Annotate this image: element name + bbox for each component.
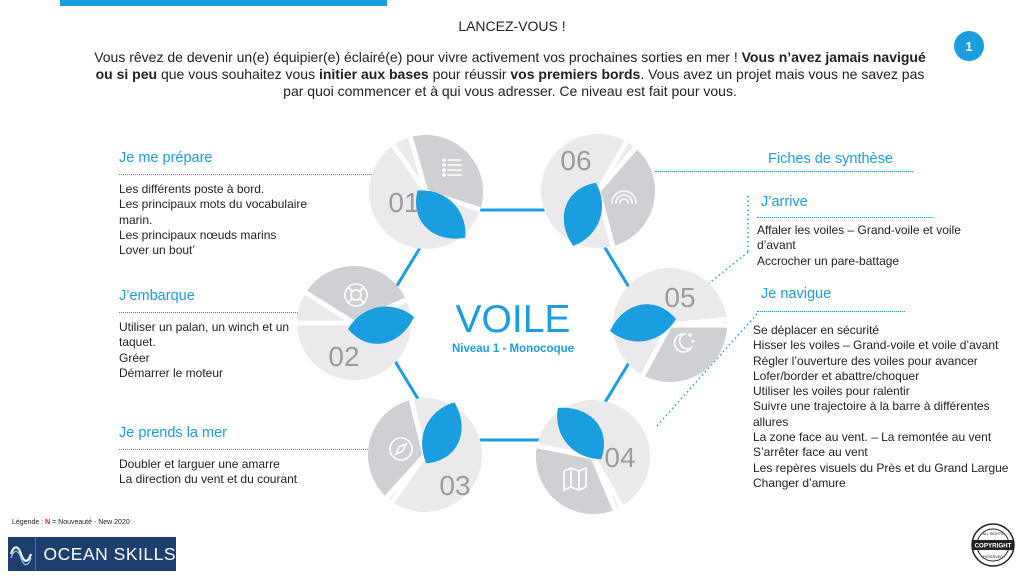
section-item: Les repères visuels du Près et du Grand Largue: [753, 460, 1009, 475]
section-item: Doubler et larguer une amarre: [119, 457, 280, 471]
svg-text:COPYRIGHT: COPYRIGHT: [974, 542, 1012, 550]
intro-text: . Vous avez un projet mais vous ne savez pas par quoi commencer et à qui vous adresser. Ce niveau est fait pour vous.: [283, 66, 925, 99]
section-item: Se déplacer en sécurité: [753, 323, 880, 337]
copyright-seal: [970, 522, 1016, 568]
section-item: Utiliser un palan, un winch et un taquet.: [119, 320, 290, 350]
legend-text: = Nouveauté - New 2020: [50, 519, 130, 526]
node-number: 01: [388, 187, 420, 218]
section-item: S’arrêter face au vent: [753, 445, 868, 460]
page-number-badge: 1: [954, 31, 984, 61]
center-title: VOILE: [455, 298, 571, 341]
page-title: LANCEZ-VOUS !: [458, 18, 566, 34]
section-item: Lover un bout’: [119, 243, 196, 258]
section-item: Gréer: [119, 350, 150, 365]
section-item: Accrocher un pare-battage: [757, 253, 900, 268]
intro-emphasis: initier aux bases: [318, 66, 429, 82]
svg-text:ALL RIGHTS: ALL RIGHTS: [982, 532, 1004, 536]
section-item: Les principaux nœuds marins: [119, 227, 277, 242]
section-title-fiches: Fiches de synthèse: [768, 151, 893, 167]
cycle-node-06: [541, 134, 655, 251]
intro-text: que vous souhaitez vous: [157, 66, 319, 82]
section-item: Démarrer le moteur: [119, 365, 224, 380]
node-number: 06: [560, 145, 592, 176]
section-item: Les principaux mots du vocabulaire marin.: [119, 197, 308, 227]
logo-brand-text: OCEAN SKILLS: [43, 543, 176, 564]
section-item: Régler l’ouverture des voiles pour avancer: [753, 353, 978, 368]
center-subtitle: Niveau 1 - Monocoque: [451, 343, 575, 355]
intro-emphasis: vos premiers bords: [510, 66, 641, 82]
ocean-skills-logo: [8, 537, 176, 571]
section-item: La zone face au vent. – La remontée au vent: [753, 430, 992, 445]
section-title-arrive: J’arrive: [761, 194, 808, 210]
node-number: 02: [328, 341, 360, 372]
cycle-node-03: [368, 396, 482, 512]
section-item: Changer d’amure: [753, 475, 846, 490]
legend-new-symbol: N: [45, 519, 51, 526]
section-title-prends-mer: Je prends la mer: [119, 425, 227, 441]
node-number: 03: [439, 470, 471, 501]
cycle-node-04: [536, 395, 650, 514]
section-title-prepare: Je me prépare: [119, 150, 213, 166]
node-number: 04: [604, 442, 636, 473]
node-number: 05: [664, 282, 696, 313]
section-item: Hisser les voiles – Grand-voile et voile d’avant: [753, 338, 999, 353]
section-item: Utiliser les voiles pour ralentir: [753, 384, 910, 399]
legend-label: Légende :: [12, 519, 46, 526]
section-item: Les différents poste à bord.: [119, 182, 265, 196]
legend: [12, 519, 130, 526]
intro-text: Vous rêvez de devenir un(e) équipier(e) éclairé(e) pour vivre activement vos prochaines sorties en mer !: [94, 49, 742, 65]
section-title-embarque: J’embarque: [119, 288, 195, 304]
svg-text:RESERVED: RESERVED: [983, 555, 1003, 559]
section-item: La direction du vent et du courant: [119, 472, 298, 487]
section-title-navigue: Je navigue: [761, 286, 832, 302]
intro-emphasis: Vous n’avez jamais navigué ou si peu: [95, 49, 926, 82]
intro-text: pour réussir: [428, 66, 511, 82]
cycle-node-01: [369, 135, 483, 253]
section-item: Lofer/border et abattre/choquer: [753, 368, 920, 383]
section-item: Suivre une trajectoire à la barre à différentes allures: [753, 399, 990, 429]
wave-logo-icon: [8, 537, 36, 571]
section-item: Affaler les voiles – Grand-voile et voile d’avant: [757, 223, 961, 253]
